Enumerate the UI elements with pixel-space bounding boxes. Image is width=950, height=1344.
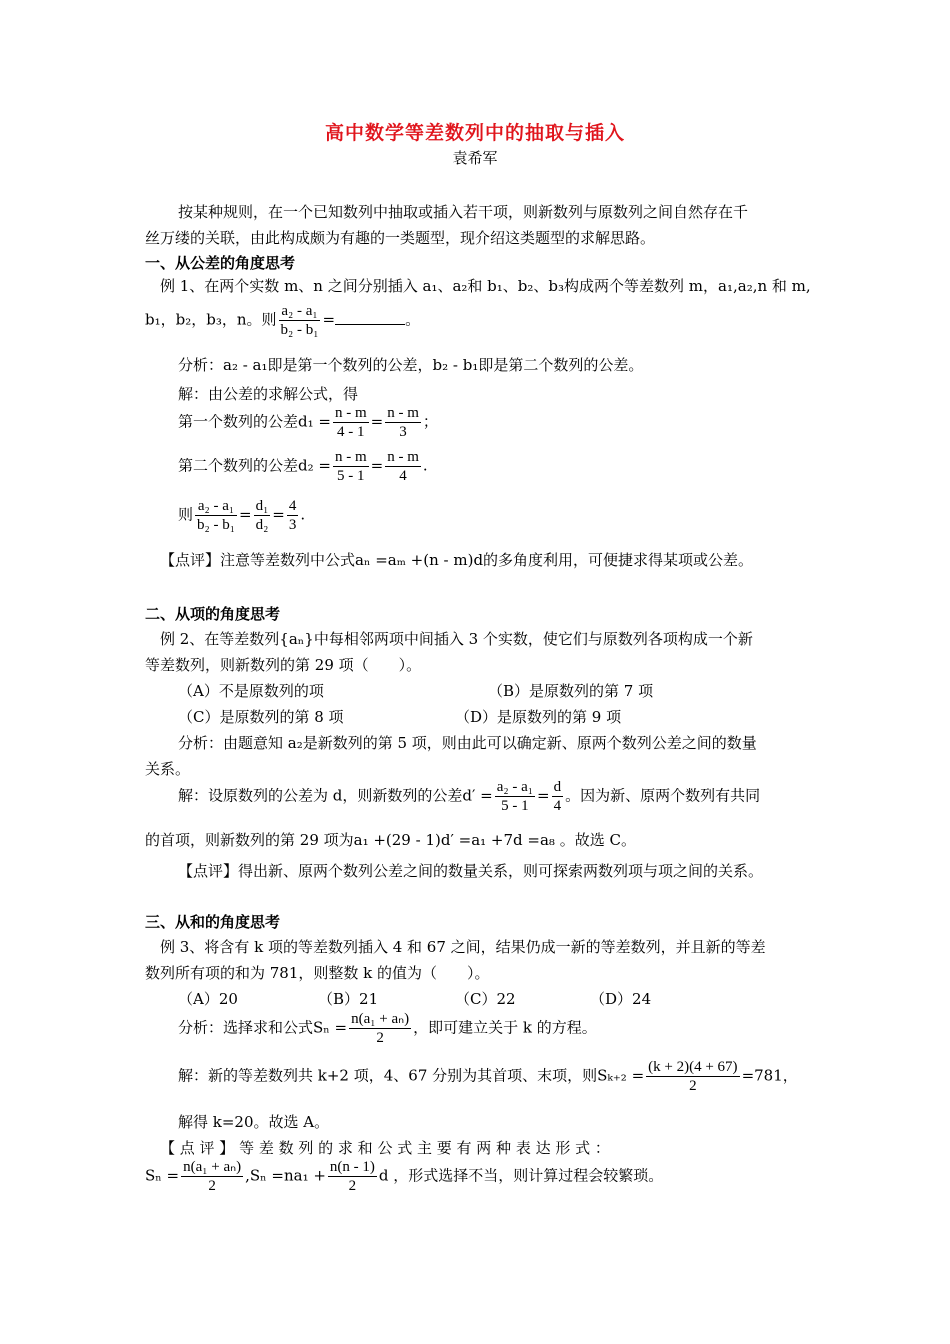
solution-3-line-2: 解得 k=20。故选 A。 [178, 1113, 330, 1131]
analysis-2-line-2: 关系。 [145, 760, 191, 778]
comment-3-line-1: 【 点 评 】 等 差 数 列 的 求 和 公 式 主 要 有 两 种 表 达 形 式 ： [160, 1139, 610, 1157]
solution-2-line-2: 的首项，则新数列的第 29 项为a₁ +(29 - 1)d′ =a₁ +7d =a₈ 。故选 C。 [145, 831, 636, 849]
example-1-line-1: 例 1、在两个实数 m、n 之间分别插入 a₁、a₂和 b₁、b₂、b₃构成两个等差数列 m，a₁,a₂,n 和 m, [160, 277, 811, 295]
example-1-line-2: b₁，b₂，b₃，n。则 $\frac{\text{a₂ - a₁}}{\text{b₂ - b₁}}$ = 。 [145, 303, 421, 338]
analysis-1: 分析：a₂ - a₁即是第一个数列的公差，b₂ - b₁即是第二个数列的公差。 [178, 356, 644, 374]
option-2b: （B）是原数列的第 7 项 [488, 682, 654, 700]
option-2d: （D）是原数列的第 9 项 [455, 708, 622, 726]
option-3b: （B）21 [318, 990, 379, 1008]
section-2-heading: 二、从项的角度思考 [145, 605, 281, 623]
analysis-3: 分析：选择求和公式Sₙ = $\frac{\text{n(a₁ + aₙ)}}{2}$ ，即可建立关于 k 的方程。 [178, 1011, 597, 1046]
question-fraction: $\frac{\text{a₂ - a₁}}{\text{b₂ - b₁}}$ [280, 303, 319, 338]
solution-1-intro: 解：由公差的求解公式，得 [178, 385, 359, 403]
author: 袁希军 [452, 149, 498, 167]
comment-3-formula: Sₙ = $\frac{\text{n(a₁ + aₙ)}}{2}$ ,Sₙ =na₁ + $\frac{n(n - 1)}{2}$ d ，形式选择不当，则计算过程会较繁琐。 [145, 1159, 664, 1194]
answer-blank [335, 312, 405, 325]
example-2-line-1: 例 2、在等差数列{aₙ}中每相邻两项中间插入 3 个实数，使它们与原数列各项构成一个新 [160, 630, 753, 648]
option-2c: （C）是原数列的第 8 项 [178, 708, 344, 726]
option-2a: （A）不是原数列的项 [178, 682, 324, 700]
section-3-heading: 三、从和的角度思考 [145, 913, 281, 931]
intro-line-2: 丝万缕的关联，由此构成颇为有趣的一类题型，现介绍这类题型的求解思路。 [145, 229, 656, 247]
example-2-line-2: 等差数列，则新数列的第 29 项（ ）。 [145, 656, 422, 674]
page-title: 高中数学等差数列中的抽取与插入 [324, 122, 625, 144]
option-3d: （D）24 [590, 990, 652, 1008]
example-3-line-2: 数列所有项的和为 781，则整数 k 的值为（ ）。 [145, 964, 490, 982]
section-1-heading: 一、从公差的角度思考 [145, 254, 296, 272]
solution-3-line-1: 解：新的等差数列共 k+2 项，4、67 分别为其首项、末项，则Sₖ₊₂ = $\frac{(k + 2)(4 + 67)}{2}$ =781， [178, 1059, 798, 1094]
option-3a: （A）20 [178, 990, 238, 1008]
solution-2-line-1: 解：设原数列的公差为 d，则新数列的公差d′ = $\frac{\text{a₂ - a₁}}{5 - 1}$ = $\frac{d}{4}$ 。因为新、原两个数列有共同 [178, 779, 761, 814]
example-3-line-1: 例 3、将含有 k 项的等差数列插入 4 和 67 之间，结果仍成一新的等差数列，并且新的等差 [160, 938, 766, 956]
d1-formula: 第一个数列的公差d₁ = $\frac{n - m}{4 - 1}$ = $\frac{n - m}{3}$ ； [178, 405, 438, 440]
d2-formula: 第二个数列的公差d₂ = $\frac{n - m}{5 - 1}$ = $\frac{n - m}{4}$ . [178, 449, 428, 484]
intro-line-1: 按某种规则，在一个已知数列中抽取或插入若干项，则新数列与原数列之间自然存在千 [178, 203, 749, 221]
result-1-formula: 则 $\frac{\text{a₂ - a₁}}{\text{b₂ - b₁}}$ = $\frac{\text{d₁}}{\text{d₂}}$ = $\frac{4}{3}$ . [178, 498, 306, 533]
comment-2: 【点评】得出新、原两个数列公差之间的数量关系，则可探索两数列项与项之间的关系。 [178, 862, 764, 880]
analysis-2-line-1: 分析：由题意知 a₂是新数列的第 5 项，则由此可以确定新、原两个数列公差之间的数量 [178, 734, 757, 752]
comment-1: 【点评】注意等差数列中公式aₙ =aₘ +(n - m)d的多角度利用，可便捷求得某项或公差。 [160, 551, 754, 569]
option-3c: （C）22 [455, 990, 516, 1008]
